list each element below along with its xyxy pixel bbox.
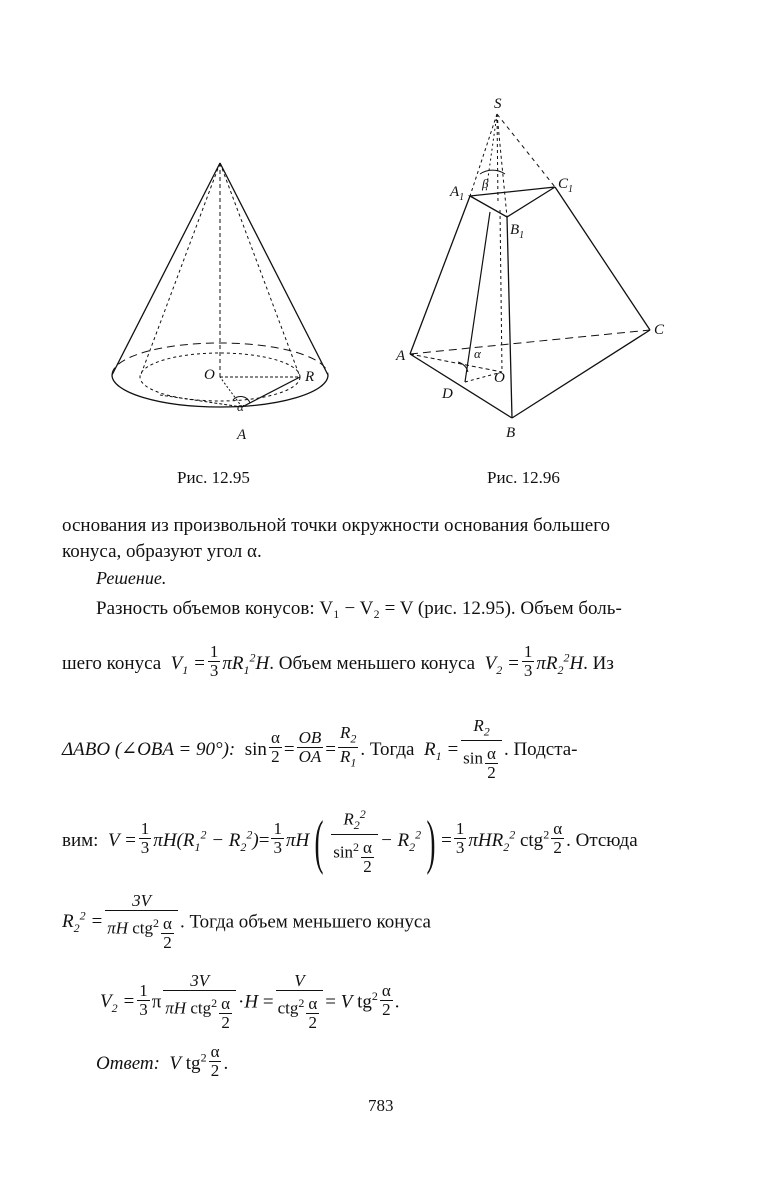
fig2-label-alpha: α (474, 346, 481, 361)
text-line-3: Разность объемов конусов: V₁ − V₂ = V (рис. 12.95). Объем боль- (96, 598, 622, 619)
figure-12-96 (390, 92, 680, 442)
fig1-label-alpha: α (237, 399, 244, 414)
fig2-label-B1: $B_1$ (510, 222, 525, 241)
fig2-label-A1: $A_1$ (450, 184, 465, 203)
fig2-label-D: D (442, 386, 453, 402)
page-number: 783 (368, 1096, 394, 1115)
text-line-2: конуса, образуют угол α. (62, 541, 262, 562)
fig2-label-C1: $C_1$ (558, 176, 574, 195)
answer-line: Ответ: V $tg^2$ $\frac{\alpha}{2}$ . (96, 1042, 229, 1080)
text-line-5: ΔABO (∠OBA = 90°): sin $\frac{\alpha}{2}$ = $\frac{OB}{OA}$ = $\frac{R_2}{R_1}$ . Тогда $R_1$ = $R_2$ sin $\frac{\alpha}{2}$ . Подста- (62, 716, 578, 783)
text-line-7: $R_2^2$ = 3V πH ctg$^2$ $\frac{\alpha}{2}$ . Тогда объем меньшего конуса (62, 891, 431, 952)
text-line-8: $V_2$ = $\frac{1}{3}$ π 3V πH ctg$^2$ $\frac{\alpha}{2}$ ·H = V ctg$^2$ $\frac{\alpha}{2}$ = V $tg^2$ $\frac{\alpha}{2}$ . (100, 971, 400, 1032)
fig2-label-B: B (506, 425, 516, 441)
fig2-label-A: A (396, 348, 406, 364)
text-line-4: шего конуса $V_1$ = $\frac{1}{3}$ $\pi R_1^2H$. Объем меньшего конуса $V_2$ = $\frac{1}{3}$ $\pi R_2^2H$. Из (62, 642, 614, 680)
fig2-label-O: O (494, 370, 505, 386)
fig1-label-R: R (305, 369, 315, 385)
fig2-label-beta: β (482, 176, 489, 191)
fig2-label-C: C (654, 322, 665, 338)
answer-label: Ответ: (96, 1052, 160, 1074)
text-line-6: вим: V = $\frac{1}{3}$ $\pi H(R_1^2 - R_2^2)=$ $\frac{1}{3}$ πH( $R_2^2$ $\sin^2$ $\frac{\alpha}{2}$ − $R_2^2$) = $\frac{1}{3}$ πHR$_2^2$ ctg$^2$ $\frac{\alpha}{2}$ . Отсюда (62, 807, 638, 877)
figure-12-95-caption: Рис. 12.95 (177, 468, 250, 487)
figure-12-95 (100, 155, 340, 455)
fig1-label-A: A (237, 427, 247, 443)
figure-12-96-caption: Рис. 12.96 (487, 468, 560, 487)
fig1-label-O: O (204, 367, 215, 383)
fig2-label-S: S (494, 96, 502, 112)
solution-label: Решение. (96, 568, 167, 588)
text-line-1: основания из произвольной точки окружности основания большего (62, 515, 611, 536)
